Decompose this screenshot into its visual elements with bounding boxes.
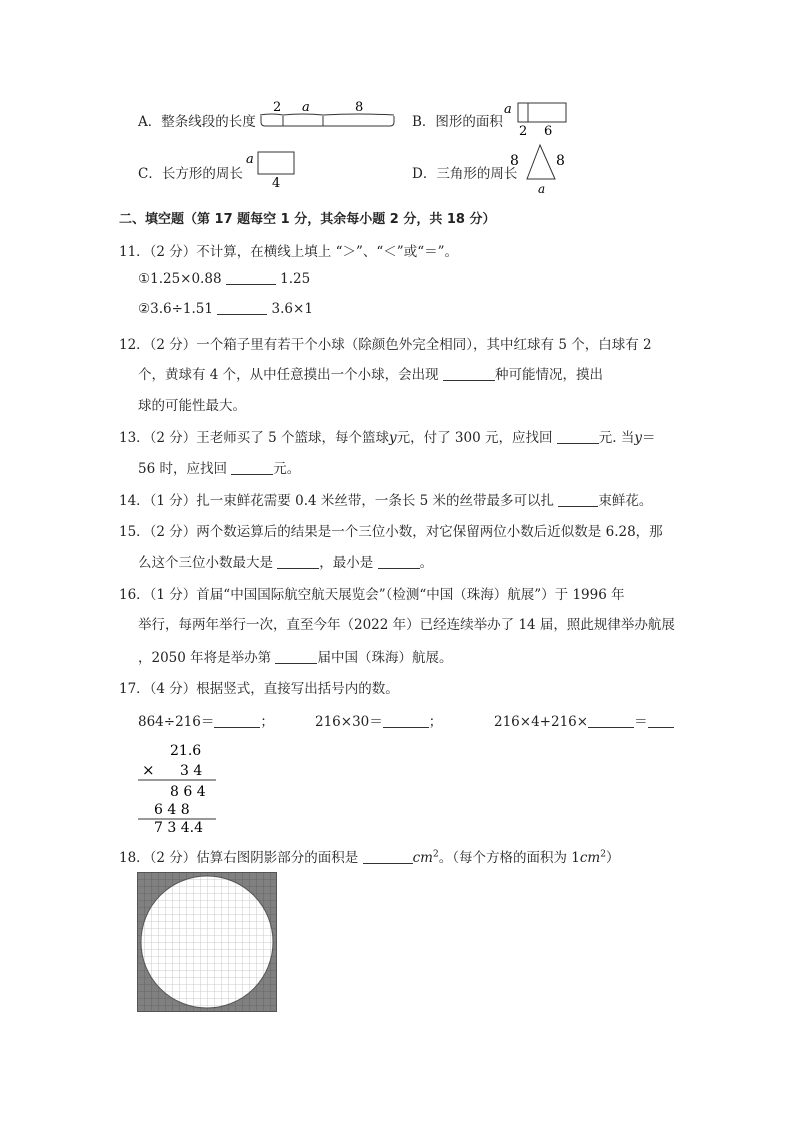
calc-row4: 6 4 8 [154, 802, 190, 818]
area-w2: 6 [544, 124, 553, 139]
q17-blank2[interactable] [383, 713, 429, 728]
option-a-label: A．整条线段的长度 [138, 114, 256, 130]
q17-stem: 17．（4 分）根据竖式，直接写出括号内的数。 [119, 681, 399, 697]
circle-grid-figure [137, 872, 277, 1012]
rect-figure [246, 150, 316, 190]
q13-blank1[interactable] [557, 429, 599, 444]
q16-line1: 16．（1 分）首届“中国国际航空航天展览会”（检测“中国（珠海）航展”）于 1996 年 [119, 587, 625, 603]
rect-side-a: a [246, 152, 254, 167]
q16-line2: 举行，每两年举行一次，直至今年（2022 年）已经连续举办了 14 届，照此规律举办航展 [138, 617, 675, 633]
calc-op: × [142, 761, 155, 779]
calc-row3: 8 6 4 [170, 784, 206, 800]
q12-line1: 12．（2 分）一个箱子里有若干个小球（除颜色外完全相同），其中红球有 5 个，白球有 2 [119, 337, 652, 353]
calc-row1: 21.6 [170, 743, 202, 759]
q11-blank1[interactable] [226, 270, 276, 285]
q14-blank[interactable] [558, 492, 598, 507]
q13-blank2[interactable] [231, 460, 273, 475]
triangle-figure [510, 142, 570, 196]
calc-row5: 7 3 4.4 [154, 820, 203, 833]
calc-row2: 3 4 [180, 763, 203, 779]
q12-line3: 球的可能性最大。 [138, 398, 246, 414]
q15-line1: 15．（2 分）两个数运算后的结果是一个三位小数，对它保留两位小数后近似数是 6.28，那 [119, 524, 663, 540]
q17-expr3: 216×4+216× ＝ [494, 710, 674, 730]
triangle-right: 8 [556, 153, 565, 169]
option-b-label: B．图形的面积 [412, 114, 503, 130]
q15-blank2[interactable] [378, 554, 420, 569]
triangle-base: a [538, 182, 546, 196]
q13-line1: 13．（2 分）王老师买了 5 个篮球，每个篮球y元，付了 300 元，应找回 元. 当y＝ [119, 430, 656, 446]
section-title: 二、填空题（第 17 题每空 1 分，其余每小题 2 分，共 18 分） [119, 212, 496, 227]
q14-line: 14．（1 分）扎一束鲜花需要 0.4 米丝带，一条长 5 米的丝带最多可以扎 束鲜花。 [119, 493, 653, 509]
q17-blank4[interactable] [648, 713, 674, 728]
q13-line2: 56 时，应找回 元。 [138, 461, 301, 477]
q18-blank[interactable] [363, 849, 413, 864]
triangle-left: 8 [510, 153, 519, 169]
q11-blank2[interactable] [217, 300, 267, 315]
option-c-label: C．长方形的周长 [138, 166, 243, 182]
q11-part1: ①1.25×0.88 1.25 [138, 271, 311, 287]
area-w1: 2 [519, 124, 528, 139]
segment-n3: 8 [355, 100, 364, 115]
q12-blank[interactable] [443, 366, 495, 381]
segment-figure [260, 100, 400, 132]
vertical-calculation [136, 738, 226, 833]
q18-line: 18．（2 分）估算右图阴影部分的面积是 $cm^2$。（每个方格的面积为 $1cm^2$） [119, 849, 620, 866]
segment-n1: 2 [273, 100, 282, 115]
q11-stem: 11．（2 分）不计算，在横线上填上 “＞”、“＜”或“＝”。 [119, 244, 459, 260]
q16-line3: ，2050 年将是举办第 届中国（珠海）航展。 [138, 650, 453, 666]
rect-bottom: 4 [272, 176, 281, 191]
q15-line2: 么这个三位小数最大是 ，最小是 。 [138, 555, 434, 571]
q15-blank1[interactable] [277, 554, 319, 569]
option-d-label: D．三角形的周长 [412, 166, 518, 182]
q17-blank1[interactable] [214, 713, 260, 728]
q12-line2: 个，黄球有 4 个，从中任意摸出一个小球，会出现 种可能情况，摸出 [138, 367, 603, 383]
q17-expr1: 864÷216＝ ； [138, 714, 274, 730]
area-side-a: a [504, 102, 512, 117]
q11-part2: ②3.6÷1.51 3.6×1 [138, 301, 313, 317]
q16-blank[interactable] [275, 649, 317, 664]
q17-blank3[interactable] [588, 713, 634, 728]
q17-expr2: 216×30＝ ； [315, 714, 443, 730]
segment-n2: a [302, 100, 310, 115]
area-figure [504, 100, 574, 139]
